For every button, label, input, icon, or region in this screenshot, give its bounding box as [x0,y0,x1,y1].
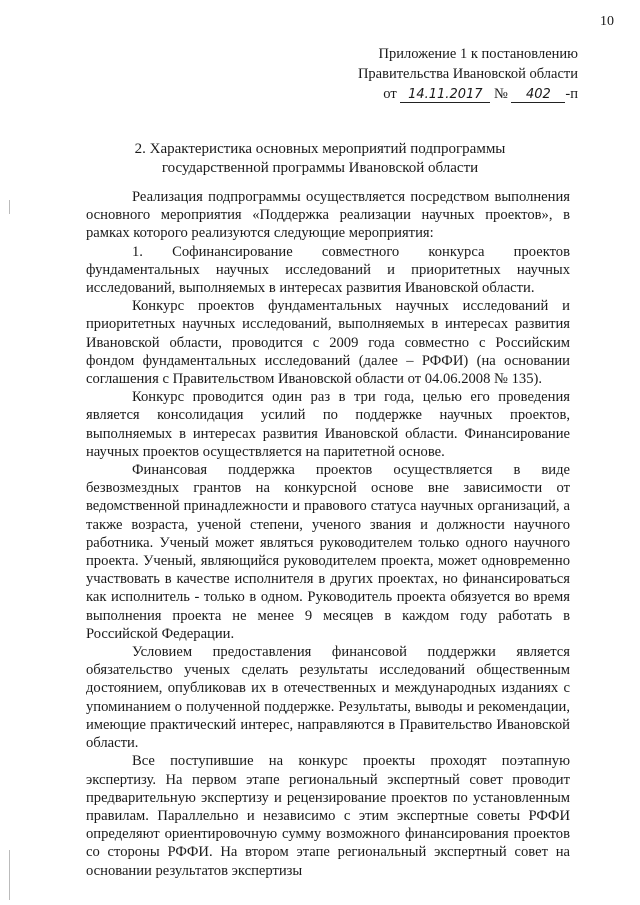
section-title [90,140,550,178]
section-title-line-1: 2. Характеристика основных мероприятий подпрограммы [134,141,506,157]
section-title-line-2: государственной программы Ивановской области [161,160,479,176]
paragraph: Реализация подпрограммы осуществляется посредством выполнения основного мероприятия «Поддержка реализации научных проектов», в рамках которого реализуются следующие мероприятия: [86,189,570,242]
number-label: № [493,86,508,102]
handwritten-date: 14.11.2017 [400,88,490,103]
appendix-date-line [358,84,578,104]
paragraph-item-1: 1. Софинансирование совместного конкурса проектов фундаментальных научных исследований и приоритетных научных исследований, выполняемых в интересах развития Ивановской области. [86,243,570,297]
page-number: 10 [600,14,614,29]
paragraph: Финансовая поддержка проектов осуществляется в виде безвозмездных грантов на конкурсной основе вне зависимости от ведомственной принадлежности и правового статуса научных организаций, а также возраста, ученой степени, ученого звания и должности научного работника. Ученый может являться руководителем только одного научного проекта. Ученый, являющийся руководителем проекта, может одновременно участвовать в качестве исполнителя в других проектах, но финансироваться как исполнитель - только в одном. Руководитель проекта обязуется во время выполнения проекта не менее 9 месяцев в каждом году работать в Российской Федерации. [86,462,570,642]
scan-margin-mark [9,850,10,900]
paragraph: Условием предоставления финансовой поддержки является обязательство ученых сделать результаты исследований общественным достоянием, опубликовав их в отечественных и международных изданиях с упоминанием о полученной поддержке. Результаты, выводы и рекомендации, имеющие практический интерес, направляются в Правительство Ивановской области. [86,644,570,752]
handwritten-number: 402 [511,88,565,103]
appendix-line-1: Приложение 1 к постановлению [378,46,578,62]
paragraph: Конкурс проводится один раз в три года, целью его проведения является консолидация усилий по поддержке научных проектов, выполняемых в интересах развития Ивановской области. Финансирование научных проектов осуществляется на паритетной основе. [86,389,570,460]
number-suffix: -п [565,86,578,102]
body-text [86,188,570,880]
scan-margin-mark [9,200,10,214]
appendix-header [358,44,578,104]
paragraph: Конкурс проектов фундаментальных научных исследований и приоритетных научных исследований, выполняемых в интересах развития Ивановской области, проводится с 2009 года совместно с Российским фондом фундаментальных исследований (далее – РФФИ) (на основании соглашения с Правительством Ивановской области от 04.06.2008 № 135). [86,298,570,388]
appendix-line-2: Правительства Ивановской области [357,66,578,82]
paragraph: Все поступившие на конкурс проекты проходят поэтапную экспертизу. На первом этапе региональный экспертный совет проводит предварительную экспертизу и рецензирование проектов по установленным правилам. Параллельно и независимо с этим экспертные советы РФФИ определяют ориентировочную сумму возможного финансирования проектов со стороны РФФИ. На втором этапе региональный экспертный совет на основании результатов экспертизы [86,753,570,879]
from-label: от [383,86,397,102]
